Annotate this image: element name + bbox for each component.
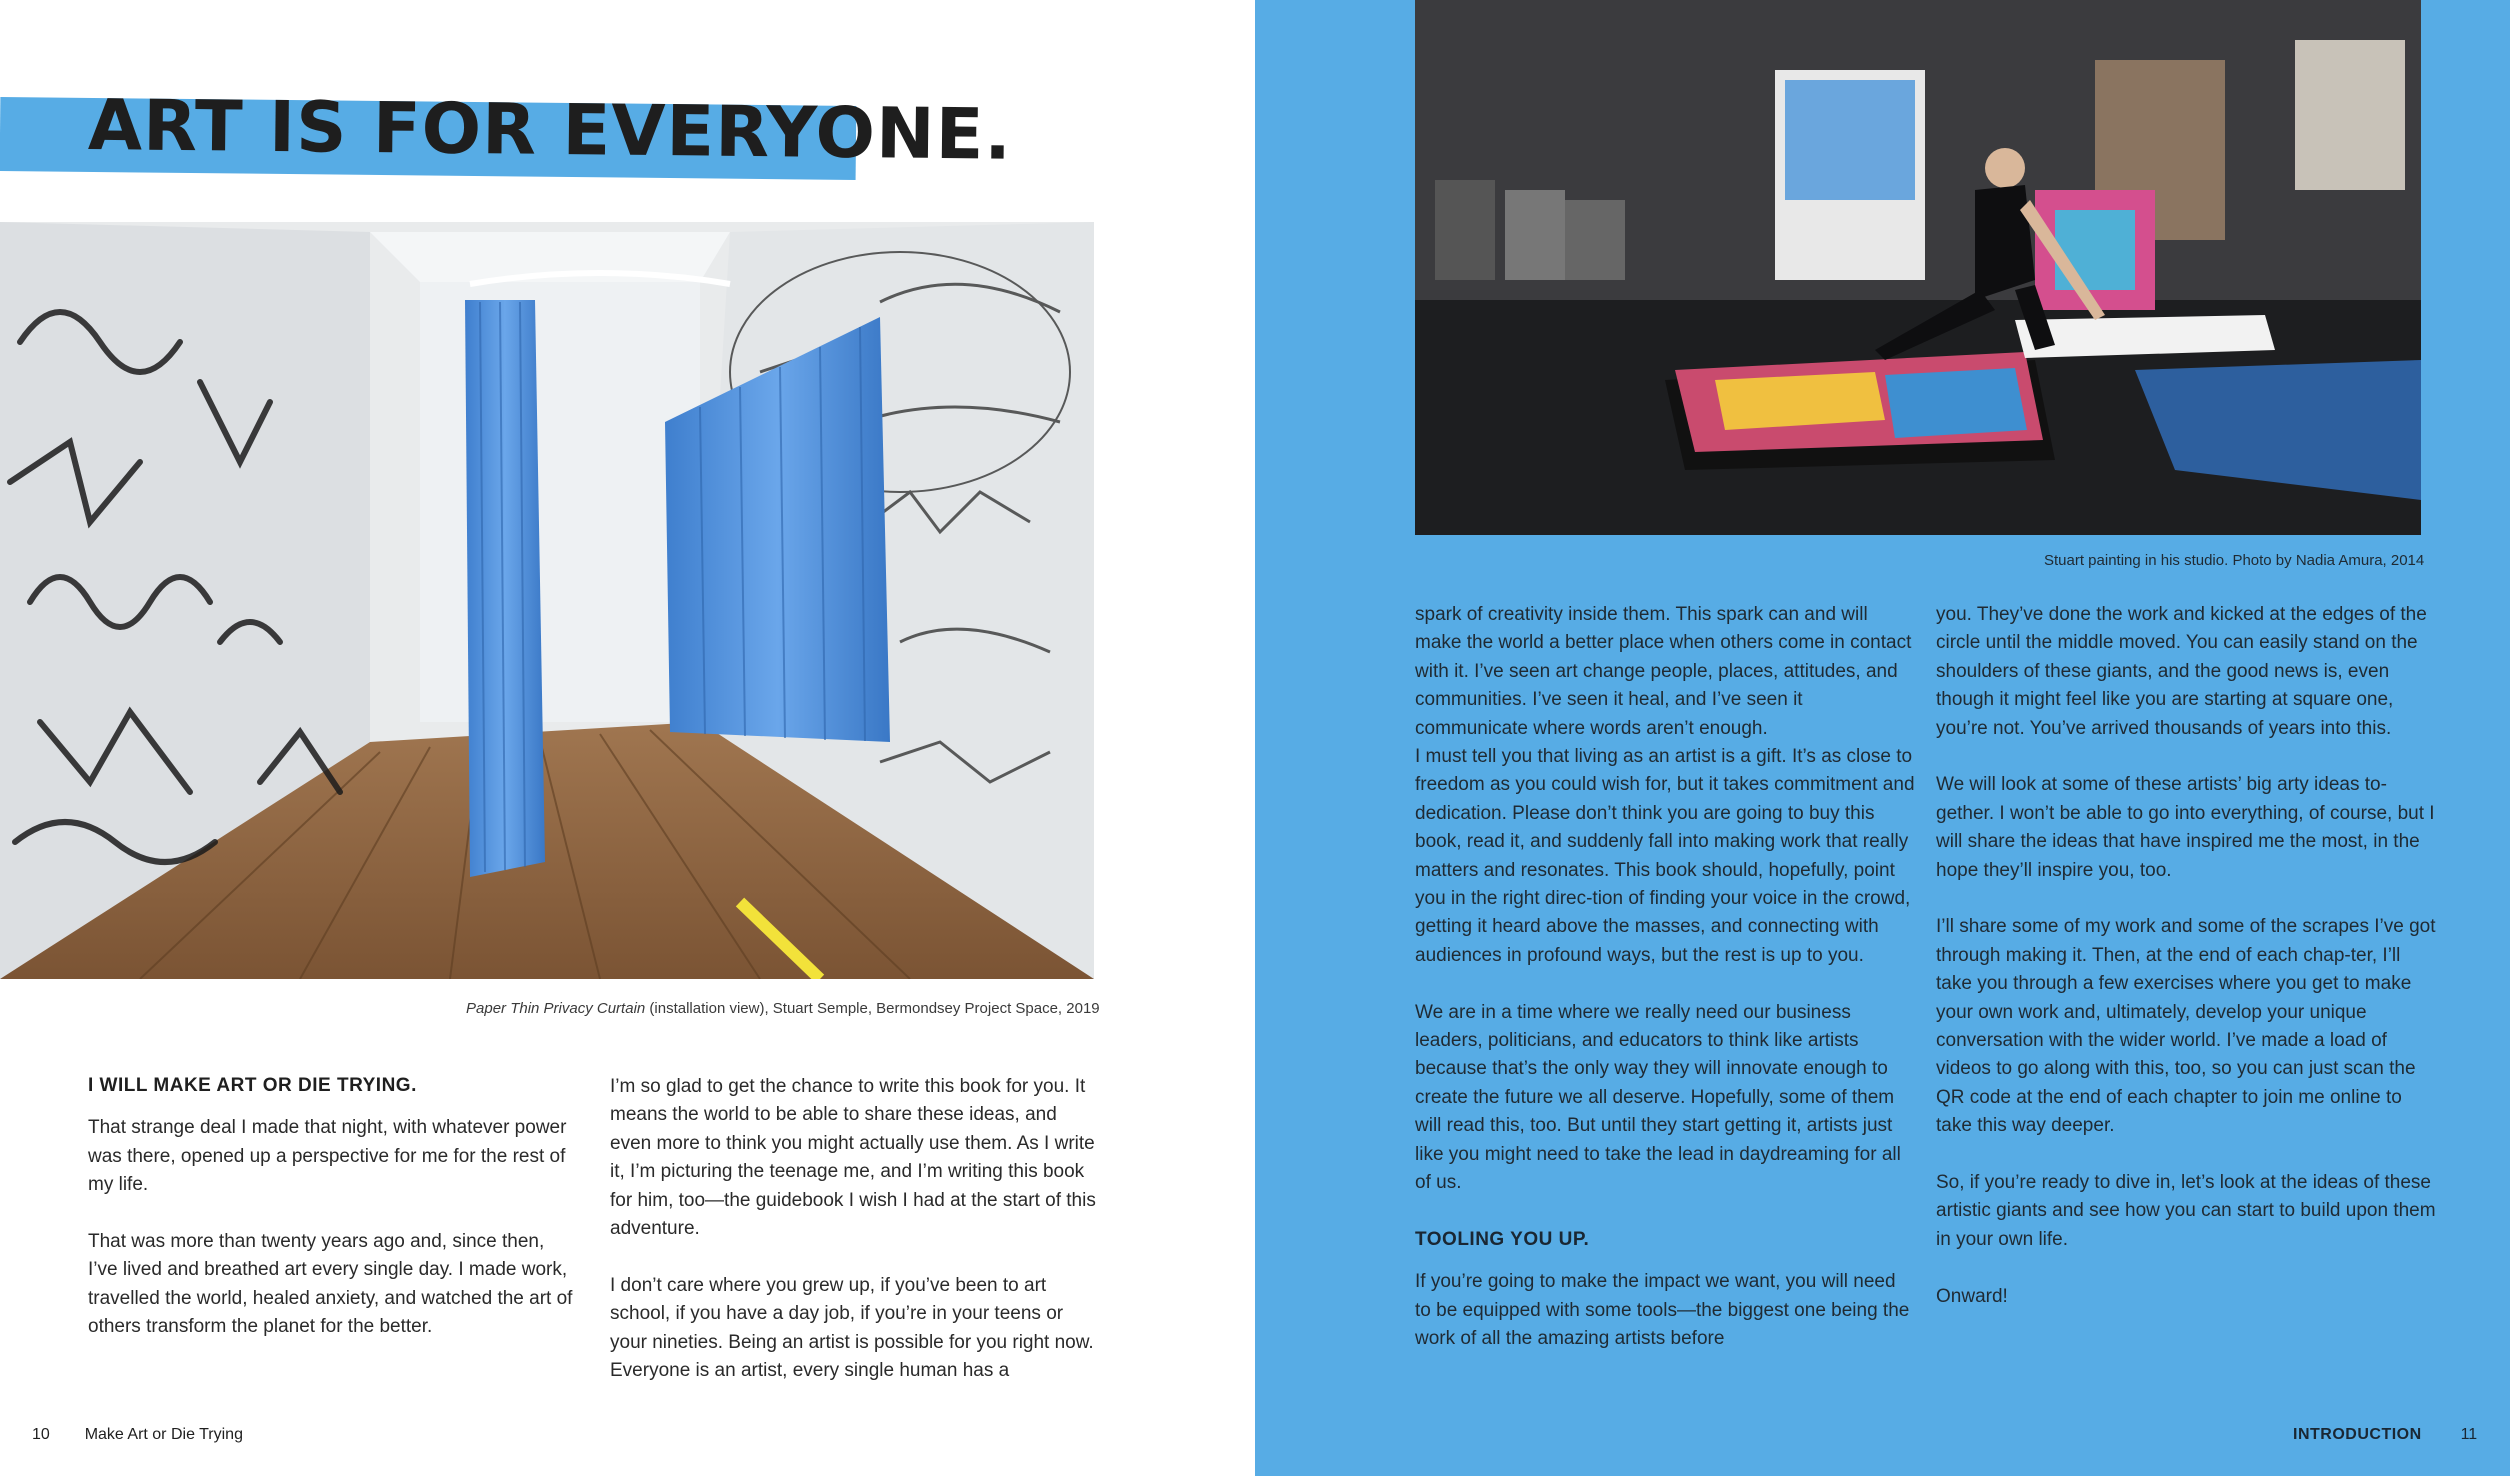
installation-caption-rest: (installation view), Stuart Semple, Bermondsey Project Space, 2019 xyxy=(645,1000,1100,1017)
headline: ART IS FOR EVERYONE. xyxy=(87,84,1013,176)
column-1-paragraph-2: That was more than twenty years ago and, since then, I’ve lived and breathed art every single day. I made work, travelled the world, healed anxiety, and watched the art of others transform the planet for the better. xyxy=(88,1231,573,1338)
footer-left xyxy=(32,1426,243,1444)
column-2 xyxy=(610,1073,1100,1385)
column-4-paragraph-5: Onward! xyxy=(1936,1285,2008,1307)
column-3 xyxy=(1415,601,1915,1354)
column-3-paragraph-1: spark of creativity inside them. This spark can and will make the world a better place when others come in contact with it. I’ve seen art change people, places, attitudes, and communities. I’ve seen it heal, and I’ve seen it communicate where words aren’t enough. xyxy=(1415,604,1912,739)
column-4-paragraph-4: So, if you’re ready to dive in, let’s look at the ideas of these artistic giants and see how you can start to build upon them in your own life. xyxy=(1936,1172,2436,1250)
installation-photo xyxy=(0,222,1094,979)
column-4-paragraph-1: you. They’ve done the work and kicked at the edges of the circle until the middle moved. You can easily stand on the shoulders of these giants, and the good news is, even though it might feel like you are starting at square one, you’re not. You’ve arrived thousands of years into this. xyxy=(1936,604,2427,739)
column-2-paragraph-1: I’m so glad to get the chance to write this book for you. It means the world to be able to share these ideas, and even more to think you might actually use them. As I write it, I’m picturing the teenage me, and I’m writing this book for him, too—the guidebook I wish I had at the start of this adventure. xyxy=(610,1076,1096,1240)
section-name: INTRODUCTION xyxy=(2293,1426,2422,1443)
page-number-left: 10 xyxy=(32,1426,50,1443)
section-heading-tooling: TOOLING YOU UP. xyxy=(1415,1228,1590,1250)
column-3-paragraph-2: I must tell you that living as an artist is a gift. It’s as close to freedom as you could wish for, but it takes commitment and dedication. Please don’t think you are going to buy this book, read it, and suddenly fall into making work that really matters and resonates. This book should, hopefully, point you in the right direc-tion of finding your voice in the crowd, getting it heard above the masses, and connecting with audiences in profound ways, but the rest is up to you. xyxy=(1415,746,1915,966)
page-number-right: 11 xyxy=(2460,1426,2478,1443)
column-3-paragraph-3: We are in a time where we really need our business leaders, politicians, and educators to think like artists because that’s the only way they will innovate enough to create the future we all deserve. Hopefully, some of them will read this, too. But until they start getting it, artists just like you might need to take the lead in daydreaming for all of us. xyxy=(1415,1001,1901,1194)
column-3-paragraph-4: If you’re going to make the impact we want, you will need to be equipped with some tools—the biggest one being the work of all the amazing artists before xyxy=(1415,1271,1910,1350)
studio-photo-caption: Stuart painting in his studio. Photo by Nadia Amura, 2014 xyxy=(2044,552,2425,569)
column-1-paragraph-1: That strange deal I made that night, with whatever power was there, opened up a perspective for me for the rest of my life. xyxy=(88,1117,567,1196)
column-2-paragraph-2: I don’t care where you grew up, if you’ve been to art school, if you have a day job, if you’re in your teens or your nineties. Being an artist is possible for you right now. Everyone is an artist, every single human has a xyxy=(610,1274,1094,1382)
installation-caption-title: Paper Thin Privacy Curtain xyxy=(466,1000,646,1017)
column-1 xyxy=(88,1072,578,1342)
footer-right xyxy=(2293,1426,2477,1444)
studio-photo xyxy=(1415,0,2421,535)
installation-photo-caption xyxy=(466,1000,1100,1017)
column-4-paragraph-3: I’ll share some of my work and some of the scrapes I’ve got through making it. Then, at the end of each chap-ter, I’ll take you through a few exercises where you get to make your own work and, ultimately, develop your unique conversation with the wider world. I’ve made a load of videos to go along with this, too, so you can just scan the QR code at the end of each chapter to join me online to take this way deeper. xyxy=(1936,916,2436,1137)
studio-photo-art xyxy=(1415,0,2421,535)
installation-photo-art xyxy=(0,222,1094,979)
book-title: Make Art or Die Trying xyxy=(84,1426,243,1443)
column-4-paragraph-2: We will look at some of these artists’ big arty ideas to-gether. I won’t be able to go into everything, of course, but I will share the ideas that have inspired me the most, in the hope they’ll inspire you, too. xyxy=(1936,774,2435,881)
right-page xyxy=(1255,0,2510,1476)
section-heading-make-art: I WILL MAKE ART OR DIE TRYING. xyxy=(88,1075,417,1096)
column-4 xyxy=(1936,601,2436,1311)
